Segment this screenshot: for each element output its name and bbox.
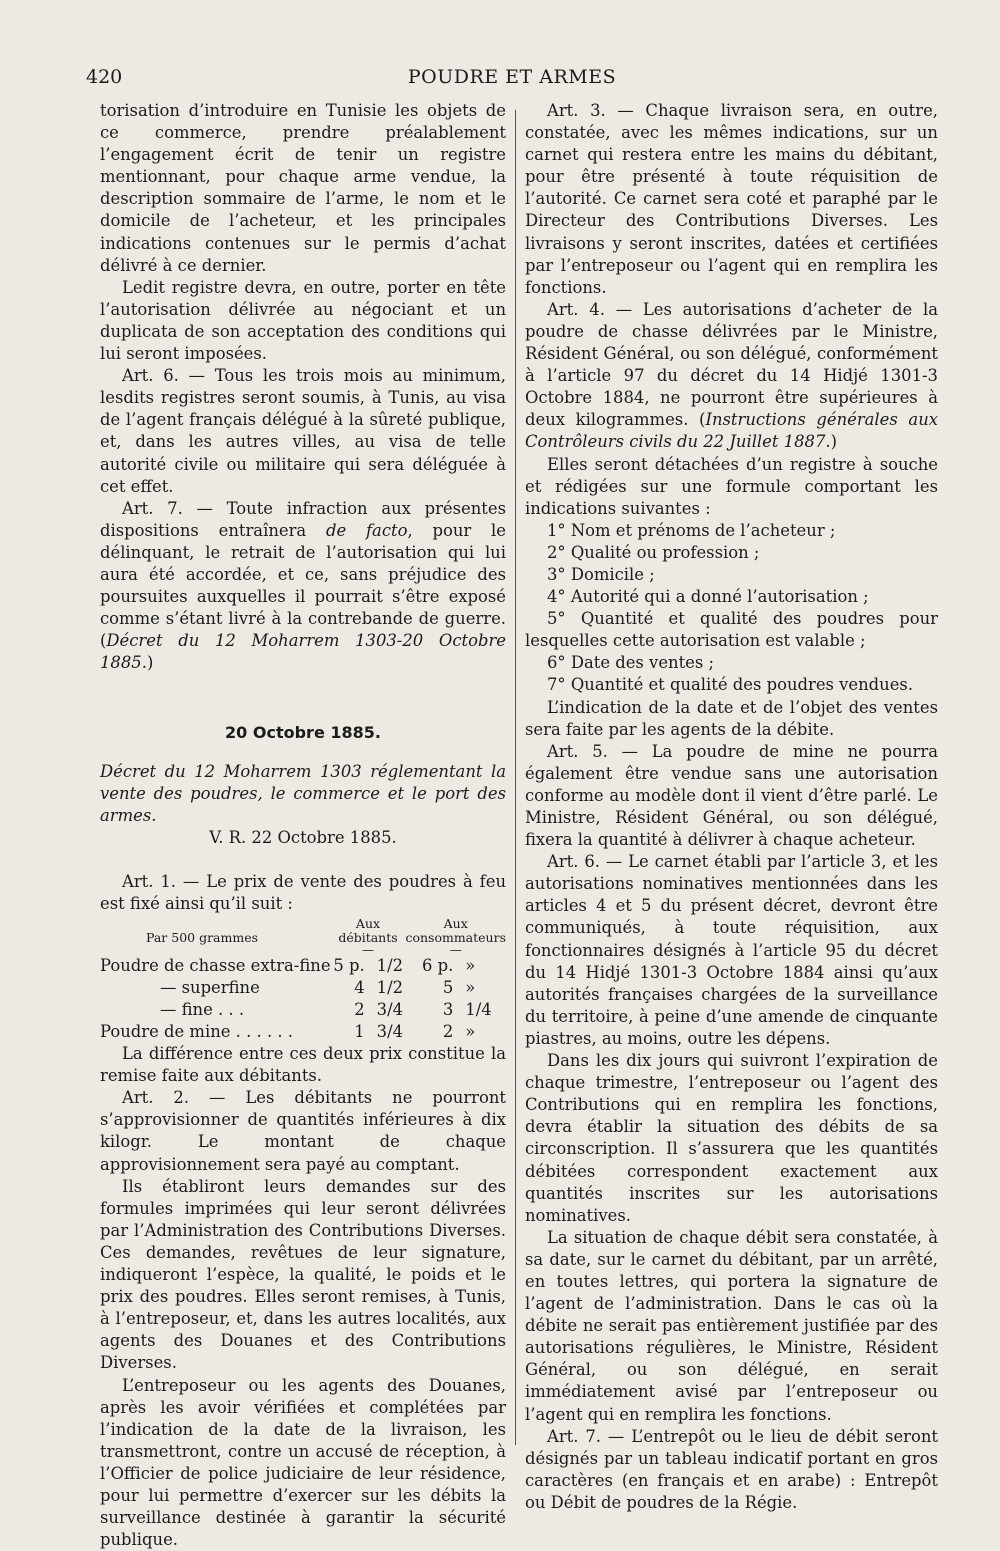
- article-4: [525, 299, 938, 454]
- consommateurs-frac: »: [459, 955, 506, 977]
- row-label: — superfine: [100, 977, 331, 999]
- text: Art. 7. — Toute infraction aux présentes dispositions entraînera: [100, 499, 506, 540]
- page-number: 420: [86, 66, 122, 88]
- consommateurs-frac: »: [459, 1021, 506, 1043]
- left-column: [100, 100, 506, 1551]
- article-3: Art. 3. — Chaque livraison sera, en outre, constatée, avec les mêmes indications, sur un carnet qui restera entre les mains du débitant, pour être présenté à toute réquisition de l’autorité. Ce carnet sera coté et paraphé par le Directeur des Contributions Diverses. Les livraisons y seront inscrites, datées et certifiées par l’entreposeur ou l’agent qui en remplira les fonctions.: [525, 100, 938, 299]
- text: Art. 4. — Les autorisations d’acheter de la poudre de chasse délivrées par le Ministre, Résident Général, ou son délégué, conformément à l’article 97 du décret du 14 Hidjé 1301-3 Octobre 1884, ne pourront être supérieures à deux kilogrammes. (: [525, 300, 938, 429]
- paragraph: La différence entre ces deux prix constitue la remise faite aux débitants.: [100, 1043, 506, 1087]
- table-row: [100, 955, 506, 977]
- paragraph: Dans les dix jours qui suivront l’expiration de chaque trimestre, l’entreposeur ou l’agent des Contributions qui en remplira les fonctions, devra établir la situation des débits de sa circonscription. Il s’assurera que les quantités débitées correspondent exactement aux quantités inscrites sur les autorisations nominatives.: [525, 1050, 938, 1227]
- debitants-int: 5 p.: [331, 955, 371, 977]
- column-divider: [515, 110, 516, 1445]
- paragraph: Ils établiront leurs demandes sur des formules imprimées qui leur seront délivrées par l’Administration des Contributions Diverses. Ces demandes, revêtues de leur signature, indiqueront l’espèce, la qualité, le poids et le prix des poudres. Elles seront remises, à Tunis, à l’entreposeur, et, dans les autres localités, aux agents des Douanes et des Contributions Diverses.: [100, 1176, 506, 1375]
- list-item: 7° Quantité et qualité des poudres vendues.: [525, 674, 938, 696]
- table-separator-row: [100, 945, 506, 955]
- debitants-frac: 1/2: [371, 977, 406, 999]
- right-column: [525, 100, 938, 1514]
- table-row: [100, 977, 506, 999]
- separator-cell: —: [405, 945, 506, 955]
- paragraph: Elles seront détachées d’un registre à souche et rédigées sur une formule comportant les indications suivantes :: [525, 454, 938, 520]
- consommateurs-int: 6 p.: [405, 955, 459, 977]
- table-row: [100, 1021, 506, 1043]
- paragraph: L’entreposeur ou les agents des Douanes, après les avoir vérifiées et complétées par l’indication de la date de la livraison, les transmettront, contre un accusé de réception, à l’Officier de police judiciaire de leur résidence, pour lui permettre d’exercer sur les débits la surveillance destinée à garantir la sécurité publique.: [100, 1375, 506, 1551]
- list-item: 6° Date des ventes ;: [525, 652, 938, 674]
- table-header-row: [100, 917, 506, 945]
- text: ): [147, 653, 153, 672]
- column-header-debitants: Aux débitants: [331, 917, 406, 945]
- article-2: Art. 2. — Les débitants ne pourront s’approvisionner de quantités inférieures à dix kilogr. Le montant de chaque approvisionnement sera payé au comptant.: [100, 1087, 506, 1175]
- table-row: [100, 999, 506, 1021]
- debitants-frac: 3/4: [371, 999, 406, 1021]
- article-7-left: [100, 498, 506, 675]
- page-header: [86, 66, 938, 96]
- separator-cell: —: [331, 945, 406, 955]
- text: ): [831, 432, 837, 451]
- column-header-unit-text: Par 500 grammes: [146, 930, 258, 945]
- article-6: Art. 6. — Le carnet établi par l’article 3, et les autorisations nominatives mentionnées dans les articles 4 et 5 du présent décret, devront être communiqués, à toute réquisition, aux fonctionnaires désignés à l’article 95 du décret du 14 Hidjé 1301-3 Octobre 1884 ainsi qu’aux autorités françaises chargées de la surveillance du territoire, à peine d’une amende de cinquante piastres, au moins, outre les dépens.: [525, 851, 938, 1050]
- debitants-int: 2: [331, 999, 371, 1021]
- running-title: POUDRE ET ARMES: [86, 66, 938, 88]
- citation: Décret du 12 Moharrem 1303-20 Octobre 1885.: [100, 631, 506, 672]
- consommateurs-frac: 1/4: [459, 999, 506, 1021]
- list-item: 4° Autorité qui a donné l’autorisation ;: [525, 586, 938, 608]
- debitants-int: 4: [331, 977, 371, 999]
- separator-cell: [100, 945, 331, 955]
- list-item: 2° Qualité ou profession ;: [525, 542, 938, 564]
- paragraph: Ledit registre devra, en outre, porter en tête l’autorisation délivrée au négociant et un duplicata de son acceptation des conditions qui lui seront imposées.: [100, 277, 506, 365]
- date-heading: 20 Octobre 1885.: [100, 722, 506, 744]
- consommateurs-int: 3: [405, 999, 459, 1021]
- consommateurs-int: 5: [405, 977, 459, 999]
- column-header-unit: [100, 917, 331, 945]
- article-5: Art. 5. — La poudre de mine ne pourra également être vendue sans une autorisation conforme au modèle dont il vient d’être parlé. Le Ministre, Résident Général, ou son délégué, fixera la quantité à délivrer à chaque acheteur.: [525, 741, 938, 851]
- list-item: 3° Domicile ;: [525, 564, 938, 586]
- row-label: Poudre de mine . . . . . .: [100, 1021, 331, 1043]
- publication-reference: V. R. 22 Octobre 1885.: [100, 827, 506, 849]
- consommateurs-frac: »: [459, 977, 506, 999]
- list-item: 5° Quantité et qualité des poudres pour lesquelles cette autorisation est valable ;: [525, 608, 938, 652]
- row-label: Poudre de chasse extra-fine: [100, 955, 331, 977]
- debitants-frac: 1/2: [371, 955, 406, 977]
- citation: Instructions générales aux Contrôleurs civils du 22 Juillet 1887.: [525, 410, 938, 451]
- paragraph: torisation d’introduire en Tunisie les objets de ce commerce, prendre préalablement l’engagement écrit de tenir un registre mentionnant, pour chaque arme vendue, la description sommaire de l’arme, le nom et le domicile de l’acheteur, et les principales indications contenues sur le permis d’achat délivré à ce dernier.: [100, 100, 506, 277]
- paragraph: L’indication de la date et de l’objet des ventes sera faite par les agents de la débite.: [525, 697, 938, 741]
- paragraph: La situation de chaque débit sera constatée, à sa date, sur le carnet du débitant, par un arrêté, en toutes lettres, qui portera la signature de l’agent de l’administration. Dans le cas où la débite ne serait pas entièrement justifiée par des autorisations régulières, le Ministre, Résident Général, ou son délégué, en serait immédiatement avisé par l’entreposeur ou l’agent qui en remplira les fonctions.: [525, 1227, 938, 1426]
- price-table: [100, 917, 506, 1043]
- latin-phrase: de facto: [326, 521, 407, 540]
- column-header-consommateurs: Aux consommateurs: [405, 917, 506, 945]
- debitants-frac: 3/4: [371, 1021, 406, 1043]
- decree-title: Décret du 12 Moharrem 1303 réglementant la vente des poudres, le commerce et le port des armes.: [100, 761, 506, 827]
- text: , pour le délinquant, le retrait de l’autorisation qui lui aura été accordée, et ce, sans préjudice des poursuites auxquelles il pourrait s’être exposé comme s’étant livré à la contrebande de guerre. (: [100, 521, 506, 650]
- article-6-left: Art. 6. — Tous les trois mois au minimum, lesdits registres seront soumis, à Tunis, au visa de l’agent français délégué à la sûreté publique, et, dans les autres villes, au visa de telle autorité civile ou militaire qui sera déléguée à cet effet.: [100, 365, 506, 498]
- row-label: — fine . . .: [100, 999, 331, 1021]
- article-1: Art. 1. — Le prix de vente des poudres à feu est fixé ainsi qu’il suit :: [100, 871, 506, 915]
- debitants-int: 1: [331, 1021, 371, 1043]
- article-7: Art. 7. — L’entrepôt ou le lieu de débit seront désignés par un tableau indicatif portant en gros caractères (en français et en arabe) : Entrepôt ou Débit de poudres de la Régie.: [525, 1426, 938, 1514]
- consommateurs-int: 2: [405, 1021, 459, 1043]
- list-item: 1° Nom et prénoms de l’acheteur ;: [525, 520, 938, 542]
